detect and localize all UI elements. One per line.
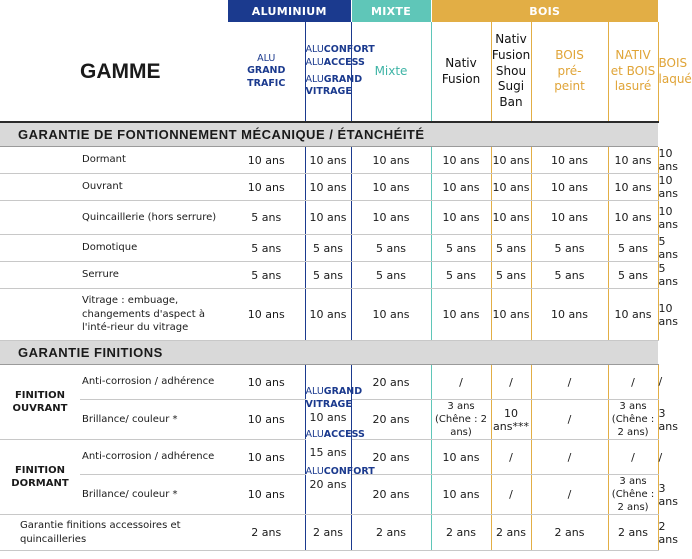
finition-dormant-label: FINITION DORMANT bbox=[0, 440, 80, 515]
table-cell: 10 ans bbox=[531, 201, 608, 235]
table-cell: 10 ans bbox=[228, 174, 305, 201]
table-row: Garantie finitions accessoires et quincailleries 2 ans 2 ans 2 ans 2 ans 2 ans 2 ans 2 ans 2 ans bbox=[0, 515, 658, 551]
group-header-row bbox=[0, 0, 658, 22]
table-cell: 5 ans bbox=[491, 262, 531, 289]
finition-ouvrant-label: FINITION OUVRANT bbox=[0, 365, 80, 440]
col-nativ-fusion-shou-sugi-ban: Nativ Fusion Shou Sugi Ban bbox=[491, 22, 531, 122]
table-cell: 5 ans bbox=[228, 262, 305, 289]
table-row: FINITION OUVRANT Anti-corrosion / adhérence 10 ans ALUGRAND VITRAGE 10 ans ALUACCESS 15 ans ALUCONFORT 20 ans 20 ans / / / / / bbox=[0, 365, 658, 400]
page-title: GAMME bbox=[0, 22, 228, 122]
table-cell: 10 ans bbox=[228, 147, 305, 174]
section-title: GARANTIE DE FONTIONNEMENT MÉCANIQUE / ÉTANCHÉITÉ bbox=[0, 122, 658, 147]
table-cell: 10 ans bbox=[351, 147, 431, 174]
table-cell: 10 ans bbox=[431, 174, 491, 201]
row-label: Brillance/ couleur * bbox=[80, 400, 228, 440]
table-cell: / bbox=[431, 365, 491, 400]
col-mixte: Mixte bbox=[351, 22, 431, 122]
col-nativ-fusion: Nativ Fusion bbox=[431, 22, 491, 122]
section-title: GARANTIE FINITIONS bbox=[0, 341, 658, 365]
table-cell: 3 ans (Chêne : 2 ans) bbox=[608, 475, 658, 515]
warranty-table bbox=[0, 0, 692, 147]
table-cell: 10 ans bbox=[305, 147, 351, 174]
table-cell: 10 ans bbox=[305, 201, 351, 235]
row-label: Brillance/ couleur * bbox=[80, 475, 228, 515]
group-aluminium: ALUMINIUM bbox=[228, 0, 351, 22]
row-label: Garantie finitions accessoires et quincailleries bbox=[0, 515, 228, 551]
table-cell: 20 ans bbox=[351, 440, 431, 475]
table-cell: 10 ans bbox=[228, 365, 305, 400]
table-row: Vitrage : embuage, changements d'aspect à l'inté-rieur du vitrage 10 ans 10 ans 10 ans 10 ans 10 ans 10 ans 10 ans 10 ans bbox=[0, 289, 658, 341]
table-cell: 10 ans bbox=[531, 174, 608, 201]
table-row: Brillance/ couleur * 10 ans 20 ans 3 ans (Chêne : 2 ans) 10 ans*** / 3 ans (Chêne : 2 ans) 3 ans bbox=[82, 401, 678, 438]
table-cell: 5 ans bbox=[608, 262, 658, 289]
column-header-row: GAMME ALU GRAND TRAFIC ALUCONFORT ALUACCESS ALUGRAND VITRAGE Mixte Nativ Fusion Nativ Fusion Shou Sugi Ban BOIS pré- peint NATIV et BOIS lasuré BOIS laqué bbox=[0, 22, 658, 122]
table-cell: / bbox=[491, 475, 531, 515]
table-cell: 10 ans bbox=[431, 289, 491, 341]
table-cell: 10 ans bbox=[431, 201, 491, 235]
table-cell: / bbox=[608, 440, 658, 475]
table-cell: / bbox=[531, 475, 608, 515]
table-cell: 10 ans bbox=[608, 289, 658, 341]
table-cell: / bbox=[491, 440, 531, 475]
table-cell: 10 ans bbox=[608, 201, 658, 235]
table-row: Ouvrant 10 ans 10 ans 10 ans 10 ans 10 ans 10 ans 10 ans 10 ans bbox=[0, 174, 658, 201]
table-cell: 10 ans bbox=[305, 289, 351, 341]
table-cell: 20 ans bbox=[351, 365, 431, 400]
table-cell: 10 ans bbox=[351, 289, 431, 341]
table-cell: 10 ans bbox=[305, 174, 351, 201]
table-cell: 10 ans bbox=[491, 201, 531, 235]
table-cell: 3 ans (Chêne : 2 ans) bbox=[431, 400, 491, 440]
table-cell: 10 ans bbox=[228, 440, 305, 475]
row-label: Ouvrant bbox=[80, 174, 228, 201]
col-alu-confort-access: ALUCONFORT ALUACCESS ALUGRAND VITRAGE bbox=[305, 22, 351, 122]
col-nativ-bois-lasure: NATIV et BOIS lasuré bbox=[608, 22, 658, 122]
table-cell: 10 ans bbox=[431, 147, 491, 174]
row-label: Quincaillerie (hors serrure) bbox=[80, 201, 228, 235]
table-cell: 3 ans (Chêne : 2 ans) bbox=[608, 400, 658, 440]
group-mixte: MIXTE bbox=[351, 0, 431, 22]
table-cell: 2 ans bbox=[305, 515, 351, 551]
section-header-mecanique bbox=[0, 122, 658, 147]
table-cell: 2 ans bbox=[431, 515, 491, 551]
table-cell: 5 ans bbox=[305, 235, 351, 262]
table-row: FINITION DORMANT Anti-corrosion / adhérence 10 ans 20 ans 10 ans / / / / bbox=[0, 440, 658, 475]
table-cell: 10 ans*** bbox=[491, 400, 531, 440]
table-row: Quincaillerie (hors serrure) 5 ans 10 ans 10 ans 10 ans 10 ans 10 ans 10 ans 10 ans bbox=[0, 201, 658, 235]
table-cell: 5 ans bbox=[228, 235, 305, 262]
table-cell: / bbox=[608, 365, 658, 400]
table-cell: 5 ans bbox=[305, 262, 351, 289]
table-cell: 10 ans bbox=[531, 289, 608, 341]
alu-group-finitions: ALUGRAND VITRAGE 10 ans ALUACCESS 15 ans ALUCONFORT 20 ans bbox=[305, 365, 351, 515]
table-cell: / bbox=[531, 440, 608, 475]
table-cell: 5 ans bbox=[228, 201, 305, 235]
group-bois: BOIS bbox=[431, 0, 658, 22]
row-label: Serrure bbox=[80, 262, 228, 289]
table-cell: 10 ans bbox=[431, 440, 491, 475]
table-cell: 10 ans bbox=[531, 147, 608, 174]
table-cell: 2 ans bbox=[491, 515, 531, 551]
table-cell: 5 ans bbox=[531, 262, 608, 289]
row-label: Anti-corrosion / adhérence bbox=[80, 365, 228, 400]
row-label: Vitrage : embuage, changements d'aspect à l'inté-rieur du vitrage bbox=[80, 289, 228, 341]
table-cell: 2 ans bbox=[228, 515, 305, 551]
table-cell: 10 ans bbox=[351, 174, 431, 201]
table-cell: 10 ans bbox=[228, 400, 305, 440]
table-cell: 10 ans bbox=[491, 289, 531, 341]
table-row: Serrure 5 ans 5 ans 5 ans 5 ans 5 ans 5 ans 5 ans 5 ans bbox=[0, 262, 658, 289]
table-cell: 10 ans bbox=[351, 201, 431, 235]
table-cell: 20 ans bbox=[351, 475, 431, 515]
table-row: Dormant 10 ans 10 ans 10 ans 10 ans 10 ans 10 ans 10 ans 10 ans bbox=[0, 147, 658, 174]
col-alu-grand-trafic: ALU GRAND TRAFIC bbox=[228, 22, 305, 122]
row-label: Anti-corrosion / adhérence bbox=[80, 440, 228, 475]
table-cell: 10 ans bbox=[431, 475, 491, 515]
table-cell: 5 ans bbox=[491, 235, 531, 262]
table-cell: 10 ans bbox=[228, 475, 305, 515]
table-cell: 10 ans bbox=[228, 289, 305, 341]
table-row: Domotique 5 ans 5 ans 5 ans 5 ans 5 ans 5 ans 5 ans 5 ans bbox=[0, 235, 658, 262]
warranty-body bbox=[0, 147, 678, 551]
col-bois-prepeint: BOIS pré- peint bbox=[531, 22, 608, 122]
table-cell: 5 ans bbox=[351, 235, 431, 262]
table-cell: 5 ans bbox=[531, 235, 608, 262]
table-cell: 5 ans bbox=[608, 235, 658, 262]
table-cell: 2 ans bbox=[608, 515, 658, 551]
table-cell: 10 ans bbox=[608, 147, 658, 174]
table-cell: 2 ans bbox=[531, 515, 608, 551]
table-row: Brillance/ couleur * 10 ans 20 ans 10 ans / / 3 ans (Chêne : 2 ans) 3 ans bbox=[82, 476, 678, 513]
table-cell: 10 ans bbox=[608, 174, 658, 201]
table-cell: / bbox=[531, 400, 608, 440]
row-label: Dormant bbox=[80, 147, 228, 174]
table-cell: 5 ans bbox=[351, 262, 431, 289]
table-cell: 5 ans bbox=[431, 235, 491, 262]
table-cell: / bbox=[531, 365, 608, 400]
section-header-finitions bbox=[0, 341, 658, 365]
table-cell: 10 ans bbox=[491, 174, 531, 201]
table-cell: 2 ans bbox=[351, 515, 431, 551]
table-cell: 10 ans bbox=[491, 147, 531, 174]
row-label: Domotique bbox=[80, 235, 228, 262]
table-cell: / bbox=[491, 365, 531, 400]
table-cell: 5 ans bbox=[431, 262, 491, 289]
table-cell: 20 ans bbox=[351, 400, 431, 440]
